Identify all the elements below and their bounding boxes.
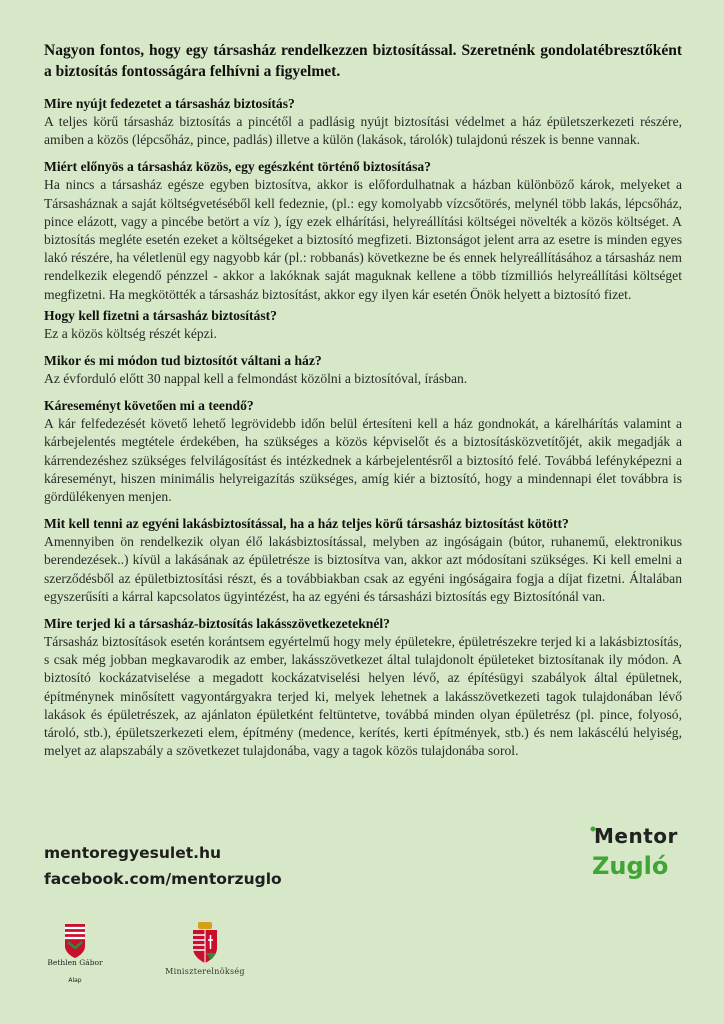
section-housing-cooperatives xyxy=(44,615,682,760)
question-heading: Hogy kell fizetni a társasház biztosítást? xyxy=(44,307,277,323)
mentor-zuglo-logo xyxy=(586,826,686,896)
question-heading: Káreseményt követően mi a teendő? xyxy=(44,398,254,414)
section-after-damage xyxy=(44,397,682,506)
section-payment xyxy=(44,307,682,343)
answer-text: A teljes körű társasház biztosítás a pincétől a padlásig nyújt biztosítási védelmet a ház épületszerkezeti részére, amiben a közös (lépcsőház, pince, padlás) illetve a külön (lakások, tárolók) tulajdonú részek is benne vannak. xyxy=(44,114,682,148)
answer-text: Ez a közös költség részét képzi. xyxy=(44,325,217,341)
answer-text: Ha nincs a társasház egésze egyben biztosítva, akkor is előfordulhatnak a házban különböző károk, melyeket a Társasháznak a saját költségvetéséből kell fedeznie, (pl.: egy komolyabb vízcsőtörés, melynél több lakás, lépcsőház, pince elázott, vagy a pincébe betört a víz ), így ezek elhárítási, helyreállítási költségei növelték a közös költséget. A biztosítás megléte esetén ezeket a költségeket a biztosító megfizeti. Biztonságot jelent arra az esetre is minden egyes lakó részére, ha véletlenül egy nagyobb kár (pl.: robbanás) következne be és ennek helyreállításához a társasház nem rendelkezik elegendő pénzzel - akkor a lakóknak saját maguknak kellene a több tízmilliós helyreállítási költséget megfizetni. Ha megkötötték a társasház biztosítást, akkor egy ilyen kár esetén Önök helyett a biztosító fizet. xyxy=(44,177,682,302)
ministry-name: Miniszterelnökség xyxy=(165,967,245,976)
section-individual-insurance xyxy=(44,515,682,606)
bethlen-gabor-name: Bethlen Gábor xyxy=(47,958,103,967)
section-coverage xyxy=(44,95,682,149)
answer-text: A kár felfedezését követő lehető legrövidebb időn belül értesíteni kell a ház gondnokát, a kárelhárítás valamint a kárbejelentés megtétele érdekében, ha szükséges a közös képviselőt és a biztosításközvetítőjét, akik megadják a kárrendezéshez szükséges felvilágosítást és intézkednek a kárbejelentésről a biztosító felé. Továbbá lefényképezni a káreseményt, hiszen minimális helyreigazítás szükséges, amíg kiér a biztosító, hogy a mindennapi élet továbbra is gördülékenyen menjen. xyxy=(44,416,682,505)
question-heading: Mit kell tenni az egyéni lakásbiztosítással, ha a ház teljes körű társasház biztosítást kötött? xyxy=(44,516,569,532)
bethlen-gabor-sub: Alap xyxy=(68,977,82,984)
logo-zuglo-text: Zugló xyxy=(592,852,669,880)
hungarian-coat-of-arms-icon xyxy=(155,920,255,990)
facebook-link[interactable]: facebook.com/mentorzuglo xyxy=(44,870,282,888)
question-heading: Miért előnyös a társasház közös, egy egészként történő biztosítása? xyxy=(44,159,431,175)
question-heading: Mikor és mi módon tud biztosítót váltani a ház? xyxy=(44,353,322,369)
answer-text: Amennyiben ön rendelkezik olyan élő lakásbiztosítással, melyben az ingóságain (bútor, ruhanemű, elektronikus berendezések..) kívül a lakásának az épületrésze is biztosítva van, akkor azt módosítani szükséges. Ki kell emelni a szerződésből az épületbiztosítási részt, és a továbbiakban csak az egyéni ingóságaira fogja a díjat fizetni. Általában egyszerűsíti a kárral kapcsolatos ügyintézést, ha az egyéni és társasházi biztosítás egy Biztosítónál van. xyxy=(44,534,682,604)
answer-text: Társasház biztosítások esetén korántsem egyértelmű hogy mely épületekre, épületrészekre terjed ki a lakásbiztosítás, s csak még jobban megkavarodik az ember, lakásszövetkezet által tulajdonolt épületeket biztosítanak ily módon. A biztosító kockázatviselése a megadott kockázatviselési helyen lévő, az építésügyi szabályok által épületnek, építménynek minősített vagyontárgyakra terjed ki, melyek lehetnek a lakásszövetkezeti tagok tulajdonában lévő lakások és épületrészek, az ajánlaton épületként feltüntetve, továbbá minden olyan épületrész (pl. pince, folyosó, tároló, stb.), épületszerkezeti elem, építmény (medence, kerítés, kerti építmények, stb.) és nem lakáscélú helyiség, melyet az alapszabály a szövetkezet tulajdonába, vagy a tagok közös tulajdonába sorol. xyxy=(44,634,682,759)
intro-text: Nagyon fontos, hogy egy társasház rendelkezzen biztosítással. Szeretnénk gondolatébresztőként a biztosítás fontosságára felhívni a figyelmet. xyxy=(44,42,682,80)
website-link[interactable]: mentoregyesulet.hu xyxy=(44,844,222,862)
document-body xyxy=(44,40,682,769)
question-heading: Mire nyújt fedezetet a társasház biztosítás? xyxy=(44,96,295,111)
answer-text: Az évforduló előtt 30 nappal kell a felmondást közölni a biztosítóval, írásban. xyxy=(44,371,468,387)
question-heading: Mire terjed ki a társasház-biztosítás lakásszövetkezeteknél? xyxy=(44,616,390,632)
section-benefits xyxy=(44,158,682,303)
footer-links xyxy=(44,840,282,892)
logo-mentor-text: Mentor xyxy=(594,824,678,848)
section-switch-insurer xyxy=(44,352,682,388)
